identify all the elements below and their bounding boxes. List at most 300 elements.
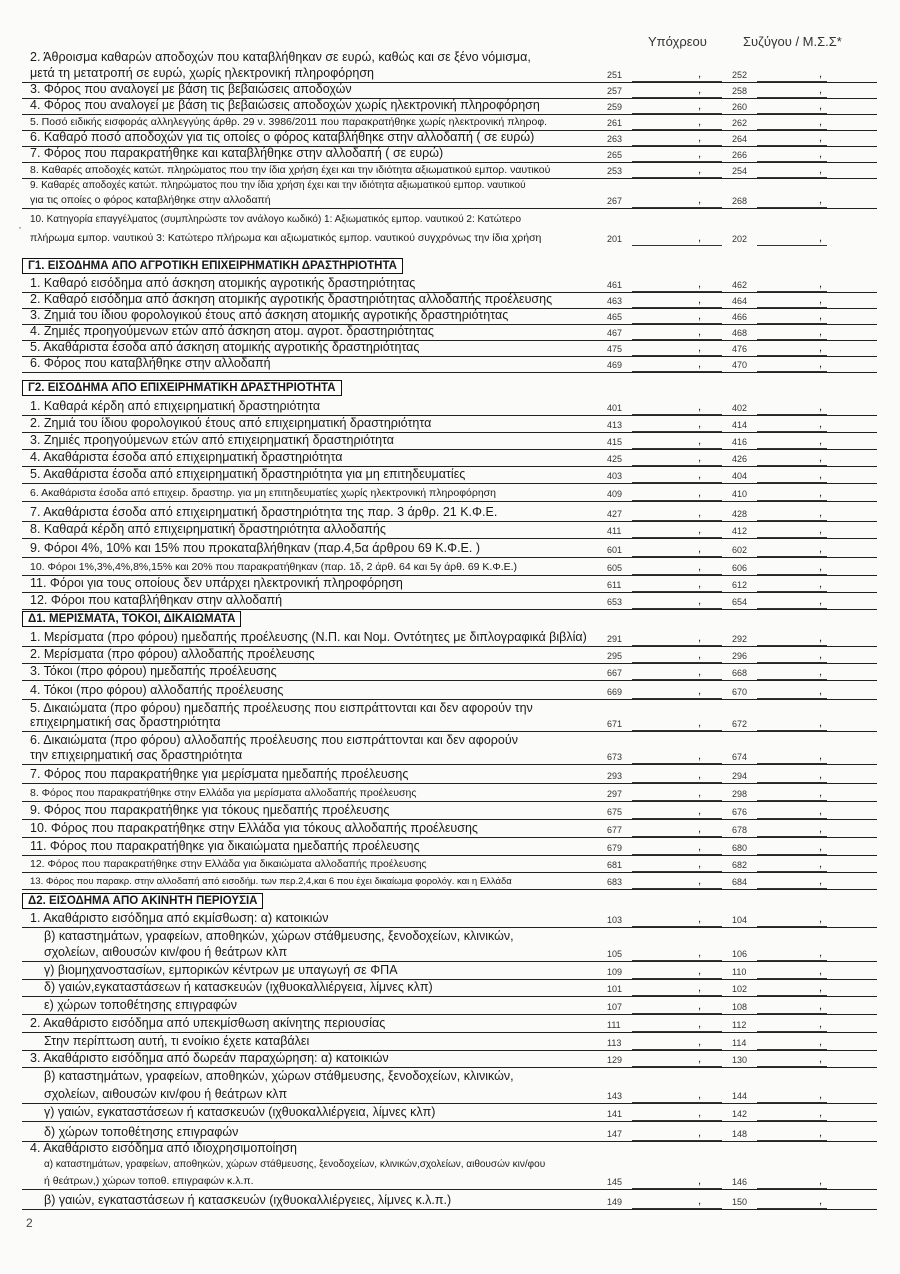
decimal-separator: , bbox=[819, 84, 823, 96]
code-spouse: 264 bbox=[732, 134, 748, 144]
row-label: γ) βιομηχανοστασίων, εμπορικών κέντρων με υπαγωγή σε ΦΠΑ bbox=[44, 963, 398, 977]
decimal-separator: , bbox=[819, 310, 823, 322]
decimal-separator: , bbox=[698, 418, 702, 430]
code-spouse: 674 bbox=[732, 752, 748, 762]
form-row bbox=[22, 979, 877, 997]
decimal-separator: , bbox=[819, 769, 823, 781]
code-spouse: 252 bbox=[732, 70, 748, 80]
form-row bbox=[22, 292, 877, 309]
form-row bbox=[22, 1157, 877, 1190]
row-label: 3. Ακαθάριστο εισόδημα από δωρεάν παραχώρηση: α) κατοικιών bbox=[30, 1051, 389, 1065]
decimal-separator: , bbox=[698, 164, 702, 176]
code-spouse: 260 bbox=[732, 102, 748, 112]
decimal-separator: , bbox=[819, 543, 823, 555]
code-spouse: 670 bbox=[732, 687, 748, 697]
code-spouse: 676 bbox=[732, 807, 748, 817]
row-label: 11. Φόροι για τους οποίους δεν υπάρχει ηλεκτρονική πληροφόρηση bbox=[30, 576, 403, 590]
form-row bbox=[22, 961, 877, 980]
code-taxpayer: 605 bbox=[607, 563, 623, 573]
form-row bbox=[22, 356, 877, 373]
form-row bbox=[22, 910, 877, 928]
form-row bbox=[22, 483, 877, 502]
row-label: 9. Φόροι 4%, 10% και 15% που προκαταβλήθηκαν (παρ.4,5α άρθρου 69 Κ.Φ.Ε. ) bbox=[30, 541, 480, 555]
decimal-separator: , bbox=[698, 649, 702, 661]
row-label: 9. Φόρος που παρακρατήθηκε για τόκους ημεδαπής προέλευσης bbox=[30, 803, 390, 817]
decimal-separator: , bbox=[819, 401, 823, 413]
form-row bbox=[22, 398, 877, 416]
code-spouse: 684 bbox=[732, 877, 748, 887]
code-taxpayer: 427 bbox=[607, 509, 623, 519]
code-spouse: 262 bbox=[732, 118, 748, 128]
code-spouse: 258 bbox=[732, 86, 748, 96]
section-heading: Δ2. ΕΙΣΟΔΗΜΑ ΑΠΟ ΑΚΙΝΗΤΗ ΠΕΡΙΟΥΣΙΑ bbox=[22, 893, 263, 909]
row-label: 6. Φόρος που καταβλήθηκε στην αλλοδαπή bbox=[30, 356, 271, 370]
decimal-separator: , bbox=[698, 1107, 702, 1119]
code-spouse: 146 bbox=[732, 1177, 748, 1187]
code-taxpayer: 683 bbox=[607, 877, 623, 887]
code-taxpayer: 113 bbox=[607, 1038, 622, 1048]
code-taxpayer: 295 bbox=[607, 651, 623, 661]
form-row bbox=[22, 592, 877, 610]
code-taxpayer: 105 bbox=[607, 949, 623, 959]
decimal-separator: , bbox=[819, 294, 823, 306]
row-label: 7. Ακαθάριστα έσοδα από επιχειρηματική δραστηριότητα της παρ. 3 άρθρ. 21 Κ.Φ.Ε. bbox=[30, 505, 498, 519]
decimal-separator: , bbox=[819, 717, 823, 729]
code-taxpayer: 465 bbox=[607, 312, 623, 322]
code-taxpayer: 667 bbox=[607, 668, 623, 678]
decimal-separator: , bbox=[819, 194, 823, 206]
code-taxpayer: 297 bbox=[607, 789, 623, 799]
code-taxpayer: 129 bbox=[607, 1055, 623, 1065]
decimal-separator: , bbox=[698, 1175, 702, 1187]
decimal-separator: , bbox=[819, 358, 823, 370]
code-spouse: 612 bbox=[732, 580, 748, 590]
code-spouse: 296 bbox=[732, 651, 748, 661]
code-spouse: 654 bbox=[732, 597, 748, 607]
decimal-separator: , bbox=[819, 1107, 823, 1119]
form-row bbox=[22, 466, 877, 484]
decimal-separator: , bbox=[698, 561, 702, 573]
code-taxpayer: 109 bbox=[607, 967, 623, 977]
code-spouse: 428 bbox=[732, 509, 748, 519]
code-taxpayer: 679 bbox=[607, 843, 623, 853]
amount-field-taxpayer[interactable] bbox=[632, 608, 722, 609]
decimal-separator: , bbox=[698, 148, 702, 160]
decimal-separator: , bbox=[819, 1036, 823, 1048]
code-taxpayer: 111 bbox=[607, 1020, 621, 1030]
decimal-separator: , bbox=[698, 132, 702, 144]
decimal-separator: , bbox=[819, 452, 823, 464]
row-label: β) γαιών, εγκαταστάσεων ή κατασκευών (ιχθυοκαλλιέργειες, λίμνες κ.λ.π.) bbox=[44, 1193, 452, 1207]
form-row bbox=[22, 783, 877, 802]
code-spouse: 412 bbox=[732, 526, 748, 536]
code-spouse: 150 bbox=[732, 1197, 748, 1207]
decimal-separator: , bbox=[819, 1089, 823, 1101]
code-taxpayer: 149 bbox=[607, 1197, 623, 1207]
code-taxpayer: 101 bbox=[607, 984, 623, 994]
decimal-separator: , bbox=[819, 561, 823, 573]
code-taxpayer: 291 bbox=[607, 634, 623, 644]
row-label: 10. Φόρος που παρακρατήθηκε στην Ελλάδα για τόκους αλλοδαπής προέλευσης bbox=[30, 821, 478, 835]
decimal-separator: , bbox=[698, 632, 702, 644]
decimal-separator: , bbox=[819, 1175, 823, 1187]
decimal-separator: , bbox=[819, 685, 823, 697]
code-taxpayer: 401 bbox=[607, 403, 623, 413]
decimal-separator: , bbox=[819, 787, 823, 799]
form-row bbox=[22, 162, 877, 179]
code-spouse: 426 bbox=[732, 454, 748, 464]
code-taxpayer: 263 bbox=[607, 134, 623, 144]
code-spouse: 668 bbox=[732, 668, 748, 678]
row-label-line1: β) καταστημάτων, γραφείων, αποθηκών, χώρων στάθμευσης, ξενοδοχείων, κλινικών, bbox=[44, 1069, 514, 1083]
row-label-line2: ή θεάτρων,) χώρων τοποθ. επιγραφών κ.λ.π. bbox=[44, 1175, 254, 1187]
form-row bbox=[22, 50, 877, 66]
decimal-separator: , bbox=[819, 164, 823, 176]
code-spouse: 298 bbox=[732, 789, 748, 799]
code-spouse: 202 bbox=[732, 234, 748, 244]
form-row bbox=[22, 538, 877, 558]
form-row bbox=[22, 340, 877, 357]
row-label: 3. Ζημιά του ίδιου φορολογικού έτους από άσκηση ατομικής αγροτικής δραστηριότητας bbox=[30, 308, 509, 322]
code-spouse: 108 bbox=[732, 1002, 748, 1012]
code-taxpayer: 145 bbox=[607, 1177, 623, 1187]
decimal-separator: , bbox=[698, 326, 702, 338]
decimal-separator: , bbox=[819, 469, 823, 481]
code-taxpayer: 677 bbox=[607, 825, 623, 835]
code-spouse: 410 bbox=[732, 489, 748, 499]
code-taxpayer: 601 bbox=[607, 545, 623, 555]
amount-field-taxpayer[interactable] bbox=[632, 245, 722, 246]
form-row bbox=[22, 764, 877, 784]
decimal-separator: , bbox=[698, 452, 702, 464]
decimal-separator: , bbox=[698, 805, 702, 817]
row-label: δ) χώρων τοποθέτησης επιγραφών bbox=[44, 1125, 239, 1139]
form-row bbox=[22, 1103, 877, 1122]
decimal-separator: , bbox=[698, 717, 702, 729]
code-spouse: 470 bbox=[732, 360, 748, 370]
decimal-separator: , bbox=[819, 232, 823, 244]
code-spouse: 110 bbox=[732, 967, 747, 977]
form-row bbox=[22, 178, 877, 209]
amount-field-spouse[interactable] bbox=[757, 1208, 827, 1209]
decimal-separator: , bbox=[819, 841, 823, 853]
section-heading: Γ2. ΕΙΣΟΔΗΜΑ ΑΠΟ ΕΠΙΧΕΙΡΗΜΑΤΙΚΗ ΔΡΑΣΤΗΡΙΟΤΗΤΑ bbox=[22, 380, 342, 396]
decimal-separator: , bbox=[819, 913, 823, 925]
code-taxpayer: 103 bbox=[607, 915, 623, 925]
amount-field-spouse[interactable] bbox=[757, 888, 827, 889]
row-label: 2. Άθροισμα καθαρών αποδοχών που καταβλήθηκαν σε ευρώ, καθώς και σε ξένο νόμισμα, bbox=[30, 50, 531, 64]
code-taxpayer: 201 bbox=[607, 234, 623, 244]
decimal-separator: , bbox=[819, 965, 823, 977]
row-label: Στην περίπτωση αυτή, τι ενοίκιο έχετε καταβάλει bbox=[44, 1034, 310, 1048]
code-taxpayer: 467 bbox=[607, 328, 623, 338]
row-label: 3. Φόρος που αναλογεί με βάση τις βεβαιώσεις αποδοχών bbox=[30, 82, 352, 96]
margin-mark: · bbox=[18, 220, 22, 234]
decimal-separator: , bbox=[698, 947, 702, 959]
row-label-line2: για τις οποίες ο φόρος καταβλήθηκε στην αλλοδαπή bbox=[30, 194, 271, 206]
decimal-separator: , bbox=[698, 1000, 702, 1012]
form-row bbox=[22, 98, 877, 115]
decimal-separator: , bbox=[819, 805, 823, 817]
code-taxpayer: 469 bbox=[607, 360, 623, 370]
decimal-separator: , bbox=[698, 1018, 702, 1030]
form-row bbox=[22, 629, 877, 647]
code-taxpayer: 463 bbox=[607, 296, 623, 306]
amount-field-spouse[interactable] bbox=[757, 207, 827, 208]
decimal-separator: , bbox=[819, 1195, 823, 1207]
row-label-line1: 6. Δικαιώματα (προ φόρου) αλλοδαπής προέλευσης που εισπράττονται και δεν αφορούν bbox=[30, 733, 518, 747]
decimal-separator: , bbox=[819, 507, 823, 519]
decimal-separator: , bbox=[698, 875, 702, 887]
decimal-separator: , bbox=[819, 1127, 823, 1139]
row-label: 2. Καθαρό εισόδημα από άσκηση ατομικής αγροτικής δραστηριότητας αλλοδαπής προέλευσης bbox=[30, 292, 553, 306]
decimal-separator: , bbox=[698, 232, 702, 244]
code-spouse: 254 bbox=[732, 166, 748, 176]
form-row bbox=[22, 731, 877, 765]
code-taxpayer: 653 bbox=[607, 597, 623, 607]
decimal-separator: , bbox=[698, 982, 702, 994]
row-label: 7. Φόρος που παρακρατήθηκε και καταβλήθηκε στην αλλοδαπή ( σε ευρώ) bbox=[30, 146, 444, 160]
row-label: 3. Τόκοι (προ φόρου) ημεδαπής προέλευσης bbox=[30, 664, 277, 678]
code-taxpayer: 475 bbox=[607, 344, 623, 354]
code-spouse: 268 bbox=[732, 196, 748, 206]
form-row bbox=[22, 415, 877, 433]
decimal-separator: , bbox=[819, 1018, 823, 1030]
row-label: μετά τη μετατροπή σε ευρώ, χωρίς ηλεκτρονική πληροφόρηση bbox=[30, 66, 374, 80]
form-row bbox=[22, 557, 877, 576]
code-spouse: 142 bbox=[732, 1109, 748, 1119]
form-row bbox=[22, 449, 877, 467]
row-label: 1. Μερίσματα (προ φόρου) ημεδαπής προέλευσης (Ν.Π. και Νομ. Οντότητες με διπλογραφικά βιβλία) bbox=[30, 630, 587, 644]
form-row bbox=[22, 1121, 877, 1142]
decimal-separator: , bbox=[819, 418, 823, 430]
code-spouse: 466 bbox=[732, 312, 748, 322]
code-spouse: 294 bbox=[732, 771, 748, 781]
amount-field-taxpayer[interactable] bbox=[632, 371, 722, 372]
code-taxpayer: 673 bbox=[607, 752, 623, 762]
code-spouse: 148 bbox=[732, 1129, 748, 1139]
form-row bbox=[22, 1050, 877, 1068]
decimal-separator: , bbox=[698, 358, 702, 370]
code-spouse: 416 bbox=[732, 437, 748, 447]
code-spouse: 682 bbox=[732, 860, 748, 870]
decimal-separator: , bbox=[819, 1053, 823, 1065]
amount-field-spouse[interactable] bbox=[757, 371, 827, 372]
row-label: 8. Καθαρές αποδοχές κατώτ. πληρώματος που την ίδια χρήση έχει και την ιδιότητα αξιωματικού εμπορ. ναυτικού bbox=[30, 164, 551, 176]
code-taxpayer: 425 bbox=[607, 454, 623, 464]
decimal-separator: , bbox=[698, 278, 702, 290]
decimal-separator: , bbox=[819, 649, 823, 661]
code-spouse: 606 bbox=[732, 563, 748, 573]
row-label: δ) γαιών,εγκαταστάσεων ή κατασκευών (ιχθυοκαλλιέργεια, λίμνες κλπ) bbox=[44, 980, 433, 994]
row-label: 8. Φόρος που παρακρατήθηκε στην Ελλάδα για μερίσματα αλλοδαπής προέλευσης bbox=[30, 787, 417, 799]
row-label: 5. Ακαθάριστα έσοδα από επιχειρηματική δραστηριότητα για μη επιτηδευματίες bbox=[30, 467, 466, 481]
row-label: 8. Καθαρά κέρδη από επιχειρηματική δραστηριότητα αλλοδαπής bbox=[30, 522, 386, 536]
form-row bbox=[22, 819, 877, 838]
decimal-separator: , bbox=[698, 1053, 702, 1065]
code-taxpayer: 681 bbox=[607, 860, 623, 870]
decimal-separator: , bbox=[819, 278, 823, 290]
code-spouse: 476 bbox=[732, 344, 748, 354]
code-taxpayer: 141 bbox=[607, 1109, 623, 1119]
form-row bbox=[22, 146, 877, 163]
code-taxpayer: 143 bbox=[607, 1091, 623, 1101]
decimal-separator: , bbox=[819, 666, 823, 678]
code-spouse: 102 bbox=[732, 984, 748, 994]
decimal-separator: , bbox=[819, 823, 823, 835]
row-label-line2: σχολείων, αιθουσών κιν/φου ή θεάτρων κλπ bbox=[44, 1087, 288, 1101]
form-row bbox=[22, 276, 877, 293]
row-label: γ) γαιών, εγκαταστάσεων ή κατασκευών (ιχθυοκαλλιέργεια, λίμνες κλπ) bbox=[44, 1105, 436, 1119]
code-taxpayer: 669 bbox=[607, 687, 623, 697]
decimal-separator: , bbox=[819, 524, 823, 536]
code-taxpayer: 461 bbox=[607, 280, 623, 290]
decimal-separator: , bbox=[698, 1127, 702, 1139]
form-row bbox=[22, 130, 877, 147]
decimal-separator: , bbox=[698, 543, 702, 555]
code-taxpayer: 293 bbox=[607, 771, 623, 781]
decimal-separator: , bbox=[819, 858, 823, 870]
code-spouse: 114 bbox=[732, 1038, 747, 1048]
decimal-separator: , bbox=[698, 685, 702, 697]
code-taxpayer: 147 bbox=[607, 1129, 623, 1139]
form-row bbox=[22, 1014, 877, 1033]
amount-field-spouse[interactable] bbox=[757, 245, 827, 246]
code-spouse: 672 bbox=[732, 719, 748, 729]
decimal-separator: , bbox=[698, 841, 702, 853]
row-label-line1: 5. Δικαιώματα (προ φόρου) ημεδαπής προέλευσης που εισπράττονται και δεν αφορούν την bbox=[30, 701, 533, 715]
code-taxpayer: 671 bbox=[607, 719, 623, 729]
page-number: 2 bbox=[26, 1216, 33, 1230]
form-row bbox=[22, 308, 877, 325]
decimal-separator: , bbox=[698, 750, 702, 762]
code-spouse: 266 bbox=[732, 150, 748, 160]
row-label-line1: 10. Κατηγορία επαγγέλματος (συμπληρώστε τον ανάλογο κωδικό) 1: Αξιωματικός εμπορ. ναυτικού 2: Κατώτερο bbox=[30, 214, 522, 225]
code-spouse: 106 bbox=[732, 949, 748, 959]
code-spouse: 130 bbox=[732, 1055, 748, 1065]
decimal-separator: , bbox=[698, 858, 702, 870]
form-row bbox=[22, 1141, 877, 1157]
decimal-separator: , bbox=[819, 578, 823, 590]
decimal-separator: , bbox=[698, 823, 702, 835]
row-number: 2. bbox=[30, 50, 44, 64]
form-row bbox=[22, 432, 877, 450]
row-label: 4. Τόκοι (προ φόρου) αλλοδαπής προέλευσης bbox=[30, 683, 284, 697]
amount-field-taxpayer[interactable] bbox=[632, 1208, 722, 1209]
row-label: 2. Ζημιά του ίδιου φορολογικού έτους από επιχειρηματική δραστηριότητα bbox=[30, 416, 432, 430]
decimal-separator: , bbox=[819, 487, 823, 499]
decimal-separator: , bbox=[819, 982, 823, 994]
row-label-line2: επιχειρηματική σας δραστηριότητα bbox=[30, 715, 221, 729]
row-label: 3. Ζημιές προηγούμενων ετών από επιχειρηματική δραστηριότητα bbox=[30, 433, 395, 447]
form-row bbox=[22, 521, 877, 539]
decimal-separator: , bbox=[698, 469, 702, 481]
decimal-separator: , bbox=[819, 947, 823, 959]
code-taxpayer: 411 bbox=[607, 526, 622, 536]
code-taxpayer: 261 bbox=[607, 118, 623, 128]
decimal-separator: , bbox=[698, 524, 702, 536]
decimal-separator: , bbox=[819, 148, 823, 160]
code-taxpayer: 415 bbox=[607, 437, 623, 447]
code-taxpayer: 413 bbox=[607, 420, 623, 430]
form-row bbox=[22, 66, 877, 83]
form-row bbox=[22, 501, 877, 522]
decimal-separator: , bbox=[698, 487, 702, 499]
row-label-line1: 9. Καθαρές αποδοχές κατώτ. πληρώματος που την ίδια χρήση έχει και την ιδιότητα αξιωματικού εμπορ. ναυτικού bbox=[30, 180, 526, 191]
row-label: 1. Καθαρό εισόδημα από άσκηση ατομικής αγροτικής δραστηριότητας bbox=[30, 276, 416, 290]
code-spouse: 112 bbox=[732, 1020, 747, 1030]
code-spouse: 144 bbox=[732, 1091, 748, 1101]
row-label: 12. Φόροι που καταβλήθηκαν στην αλλοδαπή bbox=[30, 593, 283, 607]
decimal-separator: , bbox=[698, 1089, 702, 1101]
decimal-separator: , bbox=[819, 342, 823, 354]
form-row bbox=[22, 837, 877, 856]
decimal-separator: , bbox=[698, 310, 702, 322]
code-taxpayer: 253 bbox=[607, 166, 623, 176]
decimal-separator: , bbox=[819, 750, 823, 762]
amount-field-spouse[interactable] bbox=[757, 608, 827, 609]
decimal-separator: , bbox=[819, 132, 823, 144]
row-label: 1. Ακαθάριστο εισόδημα από εκμίσθωση: α) κατοικιών bbox=[30, 911, 329, 925]
code-taxpayer: 107 bbox=[607, 1002, 623, 1012]
code-spouse: 404 bbox=[732, 471, 748, 481]
decimal-separator: , bbox=[698, 294, 702, 306]
decimal-separator: , bbox=[698, 507, 702, 519]
decimal-separator: , bbox=[819, 1000, 823, 1012]
code-taxpayer: 259 bbox=[607, 102, 623, 112]
code-spouse: 414 bbox=[732, 420, 748, 430]
form-row bbox=[22, 996, 877, 1015]
decimal-separator: , bbox=[819, 68, 823, 80]
code-spouse: 468 bbox=[732, 328, 748, 338]
row-label: 6. Καθαρό ποσό αποδοχών για τις οποίες ο φόρος καταβλήθηκε στην αλλοδαπή ( σε ευρώ) bbox=[30, 130, 535, 144]
form-row bbox=[22, 872, 877, 890]
form-row bbox=[22, 680, 877, 700]
row-label: 4. Ζημιές προηγούμενων ετών από άσκηση ατομ. αγροτ. δραστηριότητας bbox=[30, 324, 434, 338]
code-taxpayer: 409 bbox=[607, 489, 623, 499]
row-label-line1: α) καταστημάτων, γραφείων, αποθηκών, χώρων στάθμευσης, ξενοδοχείων, κλινικών,σχολείων, αιθουσών κιν/φου bbox=[44, 1159, 546, 1170]
row-label: 5. Ακαθάριστα έσοδα από άσκηση ατομικής αγροτικής δραστηριότητας bbox=[30, 340, 420, 354]
form-row bbox=[22, 1067, 877, 1104]
amount-field-taxpayer[interactable] bbox=[632, 888, 722, 889]
code-spouse: 462 bbox=[732, 280, 748, 290]
decimal-separator: , bbox=[698, 401, 702, 413]
decimal-separator: , bbox=[698, 965, 702, 977]
decimal-separator: , bbox=[698, 595, 702, 607]
decimal-separator: , bbox=[819, 875, 823, 887]
decimal-separator: , bbox=[819, 326, 823, 338]
code-spouse: 602 bbox=[732, 545, 748, 555]
code-taxpayer: 257 bbox=[607, 86, 623, 96]
row-label: 13. Φόρος που παρακρ. στην αλλοδαπή από εισοδήμ. των περ.2,4,και 6 που έχει δικαίωμα φορολόγ. και η Ελλάδα bbox=[30, 876, 512, 887]
decimal-separator: , bbox=[698, 84, 702, 96]
row-label-line2: την επιχειρηματική σας δραστηριότητα bbox=[30, 748, 243, 762]
row-label: 5. Ποσό ειδικής εισφοράς αλληλεγγύης άρθρ. 29 ν. 3986/2011 που παρακρατήθηκε χωρίς ηλεκτρονική πληροφ. bbox=[30, 116, 548, 128]
decimal-separator: , bbox=[698, 578, 702, 590]
decimal-separator: , bbox=[698, 116, 702, 128]
form-row bbox=[22, 212, 877, 246]
form-row bbox=[22, 1189, 877, 1210]
row-label-line2: σχολείων, αιθουσών κιν/φου ή θεάτρων κλπ bbox=[44, 945, 288, 959]
row-label: 4. Ακαθάριστα έσοδα από επιχειρηματική δραστηριότητα bbox=[30, 450, 343, 464]
decimal-separator: , bbox=[698, 1036, 702, 1048]
decimal-separator: , bbox=[819, 116, 823, 128]
form-row bbox=[22, 575, 877, 593]
code-taxpayer: 251 bbox=[607, 70, 623, 80]
amount-field-taxpayer[interactable] bbox=[632, 207, 722, 208]
form-row bbox=[22, 855, 877, 873]
decimal-separator: , bbox=[698, 1195, 702, 1207]
